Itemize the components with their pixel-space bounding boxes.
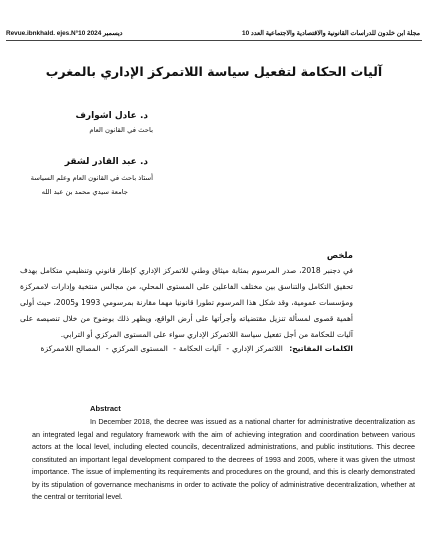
abstract-ar-body: في دجنبر 2018، صدر المرسوم بمثابة ميثاق وطني للاتمركز الإداري كإطار قانوني وتنظيمي متكامل بهدف تحقيق التكامل والتناسق بين مختلف الفاعلين على المستوى المحلي، من مجالس منتخبة وإدارات لاممركزة ومؤسسات عمومية، وقد شكل هذا المرسوم تطورا قانونيا مهما مقارنة بمرسومي 1993 و2005، حيث أولى أهمية قصوى لمسألة تنزيل مقتضياته وأجرأتها على أرض الواقع، ويظهر ذلك بوضوح من خلال تنصيصه على آليات للحكامة من أجل تفعيل سياسة اللاتمركز الإداري سواء على المستوى المركزي أو الترابي. <box>20 266 354 339</box>
journal-issue-en: Revue.ibnkhald. ejes.N°10 2024 ديسمبر <box>6 30 123 37</box>
keyword: آليات الحكامة <box>178 344 221 353</box>
keyword: المصالح اللاممركزة <box>40 344 101 353</box>
author-2-affiliation-2: جامعة سيدي محمد بن عبد الله <box>41 188 128 196</box>
article-title: آليات الحكامة لتفعيل سياسة اللاتمركز الإداري بالمغرب <box>45 64 383 79</box>
author-2-name: د. عبد القادر لشقر <box>64 157 148 167</box>
author-1-affiliation: باحث في القانون العام <box>89 126 153 134</box>
journal-name-ar: مجلة ابن خلدون للدراسات القانونية والاقتصادية والاجتماعية العدد 10 <box>242 30 420 37</box>
keywords-ar: الكلمات المفاتيح: اللاتمركز الإداري- آليات الحكامة- المستوى المركزي- المصالح اللاممركزة <box>40 344 353 353</box>
keyword: اللاتمركز الإداري <box>232 344 283 353</box>
abstract-en-body: In December 2018, the decree was issued as a national charter for administrative decentralization as an integrated legal and regulatory framework with the aim of achieving integration and coordination between various actors at the local level, including elected councils, decentralized administrations, and public institutions. This decree constituted an important legal development compared to the decrees of 1993 and 2005, where it was given the utmost importance. The issue of implementing its requirements and procedures on the ground, and this is clearly demonstrated by its stipulation of governance mechanisms in order to activate the policy of administrative decentralization, whether at the central or territorial level. <box>32 417 415 501</box>
running-header <box>6 29 420 38</box>
author-2-affiliation-1: أستاذ باحث في القانون العام وعلم السياسة <box>30 174 153 182</box>
abstract-en-heading: Abstract <box>90 404 121 413</box>
keyword: المستوى المركزي <box>111 344 168 353</box>
keywords-ar-label: الكلمات المفاتيح: <box>289 344 353 353</box>
author-1-name: د. عادل اشوارف <box>75 111 148 121</box>
header-rule <box>6 40 422 41</box>
abstract-ar-heading: ملخص <box>326 250 353 260</box>
